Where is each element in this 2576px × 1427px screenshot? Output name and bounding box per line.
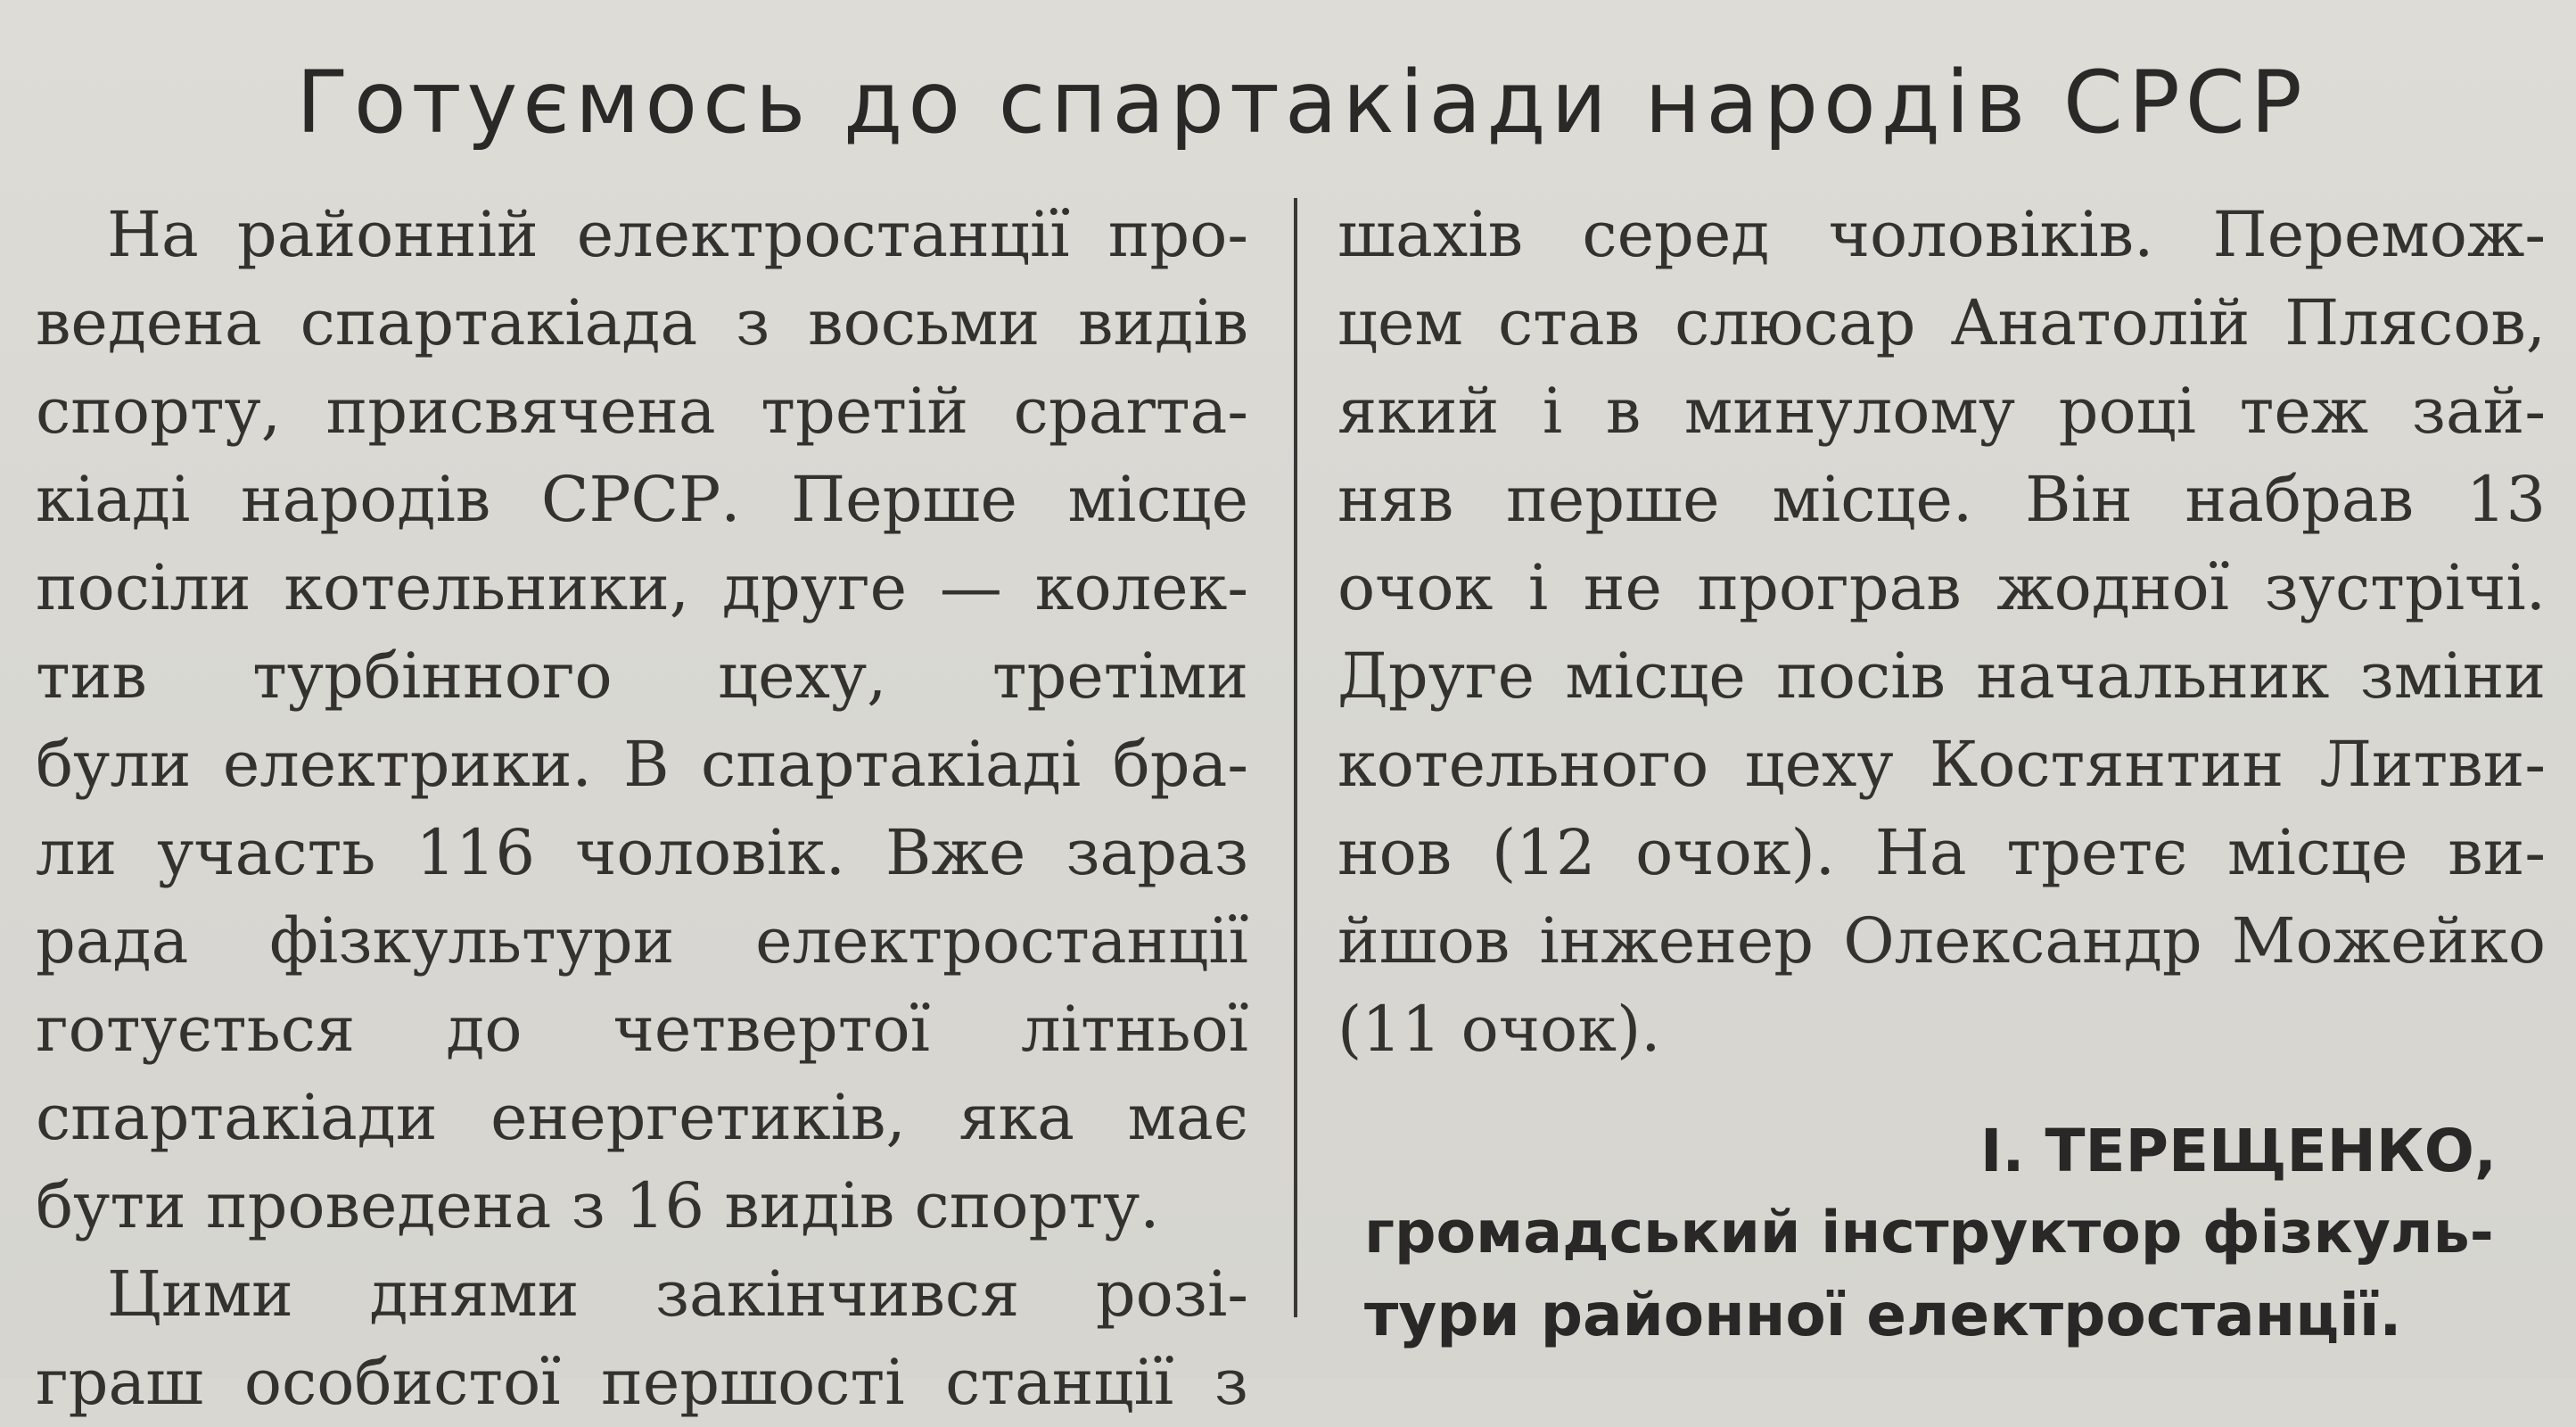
text-line: ли участь 116 чоловік. Вже зараз	[36, 816, 1248, 889]
text-line: Друге місце посів начальник зміни	[1337, 639, 2546, 713]
text-line: були електрики. В спартакіаді бра-	[36, 728, 1248, 801]
text-line: спорту, присвячена третій сparта-	[36, 375, 1248, 448]
column-divider	[1294, 198, 1297, 1317]
right-column	[1337, 191, 2546, 1074]
text-line: бути проведена з 16 видів спорту.	[36, 1169, 1160, 1242]
text-line: котельного цеху Костянтин Литви-	[1337, 728, 2546, 801]
author-role-line: тури районної електростанції.	[1364, 1281, 2402, 1349]
author-signature	[1364, 1110, 2506, 1357]
text-line: ведена спартакіада з восьми видів	[36, 286, 1248, 359]
text-line: шахів серед чоловіків. Перемож-	[1337, 198, 2546, 271]
text-line: На районній електростанції про-	[107, 198, 1248, 271]
text-line: (11 очок).	[1337, 993, 1661, 1066]
text-line: тив турбінного цеху, третіми	[36, 639, 1248, 713]
text-line: Цими днями закінчився розі-	[107, 1258, 1248, 1331]
text-line: який і в минулому році теж зай-	[1337, 375, 2546, 448]
text-line: нов (12 очок). На третє місце ви-	[1337, 816, 2546, 889]
left-column	[36, 191, 1248, 1427]
text-line: йшов інженер Олександр Можейко	[1337, 904, 2546, 977]
text-line: очок і не програв жодної зустрічі.	[1337, 551, 2546, 624]
text-line: цем став слюсар Анатолій Плясов,	[1337, 286, 2546, 359]
text-line: няв перше місце. Він набрав 13	[1337, 463, 2546, 536]
text-line: рада фізкультури електростанції	[36, 904, 1248, 977]
author-role-line: громадський інструктор фізкуль-	[1364, 1200, 2494, 1266]
author-name: І. ТЕРЕЩЕНКО,	[1979, 1117, 2497, 1185]
text-line: готується до четвертої літньої	[36, 993, 1248, 1066]
text-line: спартакіади енергетиків, яка має	[36, 1081, 1248, 1154]
article-headline: Готуємось до спартакіади народів СРСР	[296, 53, 2308, 153]
text-line: посіли котельники, друге — колек-	[36, 551, 1248, 624]
text-line: граш особистої першості станції з	[36, 1346, 1248, 1419]
text-line: кіаді народів СРСР. Перше місце	[36, 463, 1248, 536]
